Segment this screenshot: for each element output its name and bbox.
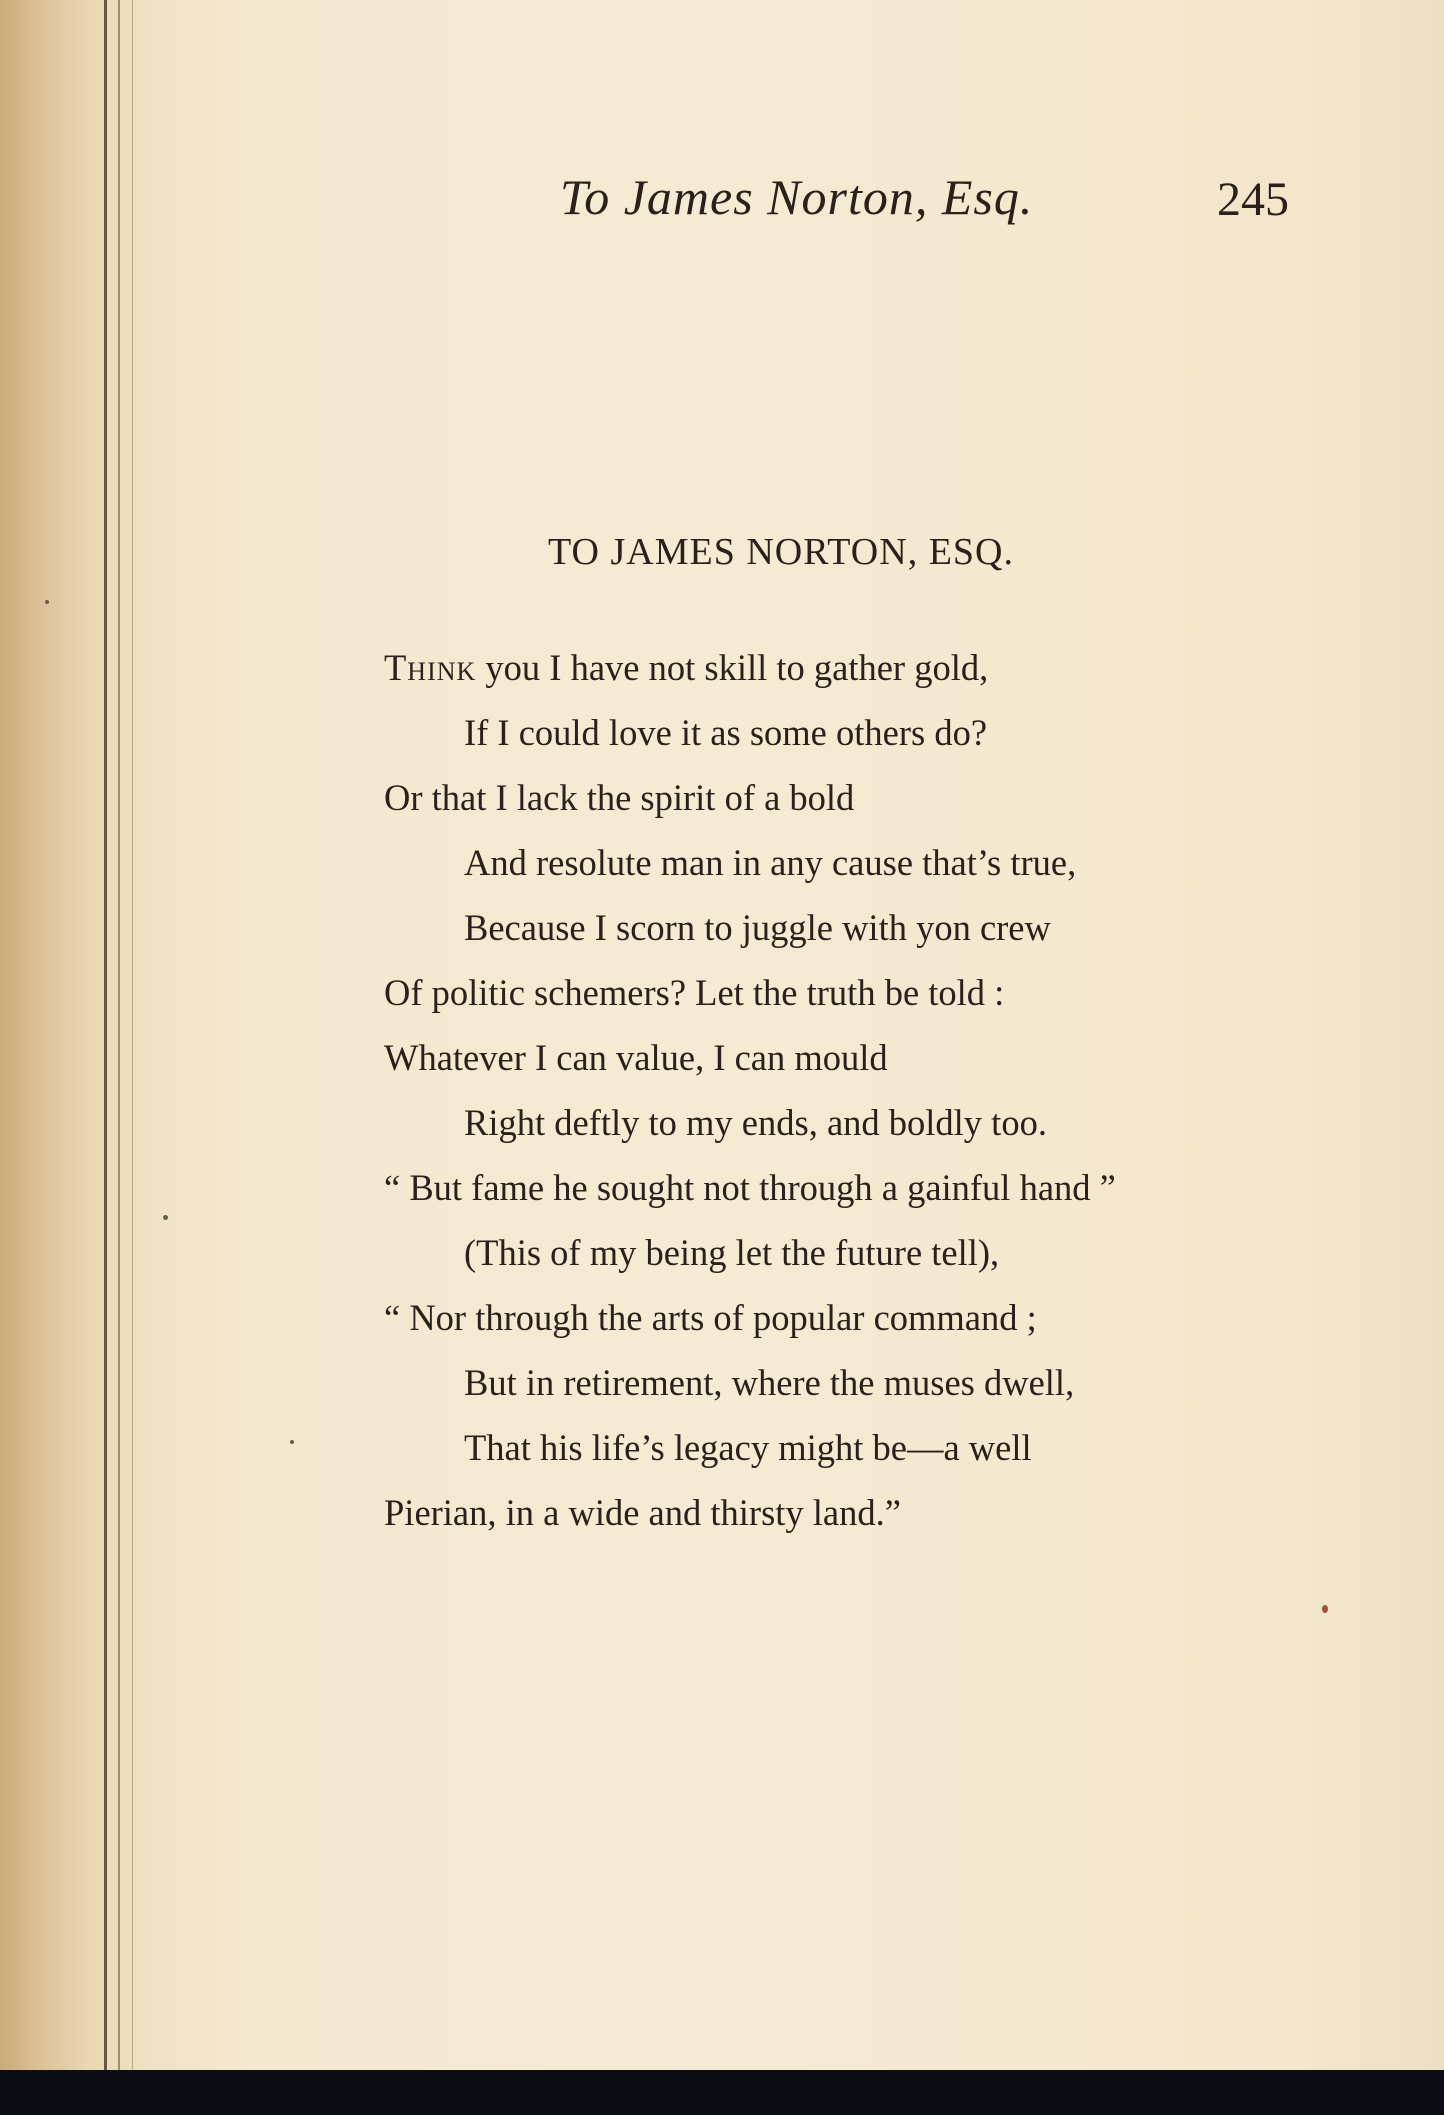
poem-line-text: you I have not skill to gather gold,: [476, 647, 989, 688]
poem-line: [384, 1220, 1394, 1285]
poem-first-word: Think: [384, 647, 477, 688]
running-head-title: To James Norton, Esq.: [560, 169, 1034, 225]
poem-line-text: Pierian, in a wide and thirsty land.”: [384, 1492, 901, 1533]
poem-line-text: (This of my being let the future tell),: [464, 1232, 1000, 1273]
poem-line-text: But in retirement, where the muses dwell,: [464, 1362, 1075, 1403]
poem-line-text: That his life’s legacy might be—a well: [464, 1427, 1032, 1468]
binding-gutter-line: [118, 0, 120, 2070]
poem-line-text: Because I scorn to juggle with yon crew: [464, 907, 1051, 948]
poem-line: [384, 1350, 1394, 1415]
poem-line: [384, 765, 1394, 830]
poem-line-text: And resolute man in any cause that’s true,: [464, 842, 1077, 883]
poem-line: [384, 1415, 1394, 1480]
poem-line: [384, 700, 1394, 765]
poem-line-text: Or that I lack the spirit of a bold: [384, 777, 855, 818]
paper-speck: [45, 600, 49, 604]
poem-line: [384, 1155, 1394, 1220]
poem-line-text: “ But fame he sought not through a gainful hand ”: [384, 1167, 1116, 1208]
poem-line: [384, 830, 1394, 895]
poem-line: [384, 895, 1394, 960]
poem-line: [384, 1285, 1394, 1350]
poem-line: [384, 635, 1394, 700]
paper-speck: [163, 1215, 168, 1220]
paper-speck: [290, 1440, 294, 1444]
poem-line-text: “ Nor through the arts of popular command ;: [384, 1297, 1037, 1338]
page-number: 245: [1217, 173, 1289, 226]
poem-body: [384, 635, 1394, 1545]
poem-line: [384, 1025, 1394, 1090]
poem-line-text: Right deftly to my ends, and boldly too.: [464, 1102, 1047, 1143]
scan-bottom-edge: [0, 2070, 1444, 2115]
poem-line-text: If I could love it as some others do?: [464, 712, 988, 753]
binding-gutter-line: [132, 0, 133, 2070]
binding-gutter-line: [104, 0, 107, 2070]
poem-title: TO JAMES NORTON, ESQ.: [548, 531, 1014, 573]
paper-speck: [1322, 1605, 1328, 1613]
poem-line: [384, 960, 1394, 1025]
poem-line: [384, 1090, 1394, 1155]
poem-line-text: Whatever I can value, I can mould: [384, 1037, 888, 1078]
poem-line: [384, 1480, 1394, 1545]
poem-line-text: Of politic schemers? Let the truth be told :: [384, 972, 1005, 1013]
